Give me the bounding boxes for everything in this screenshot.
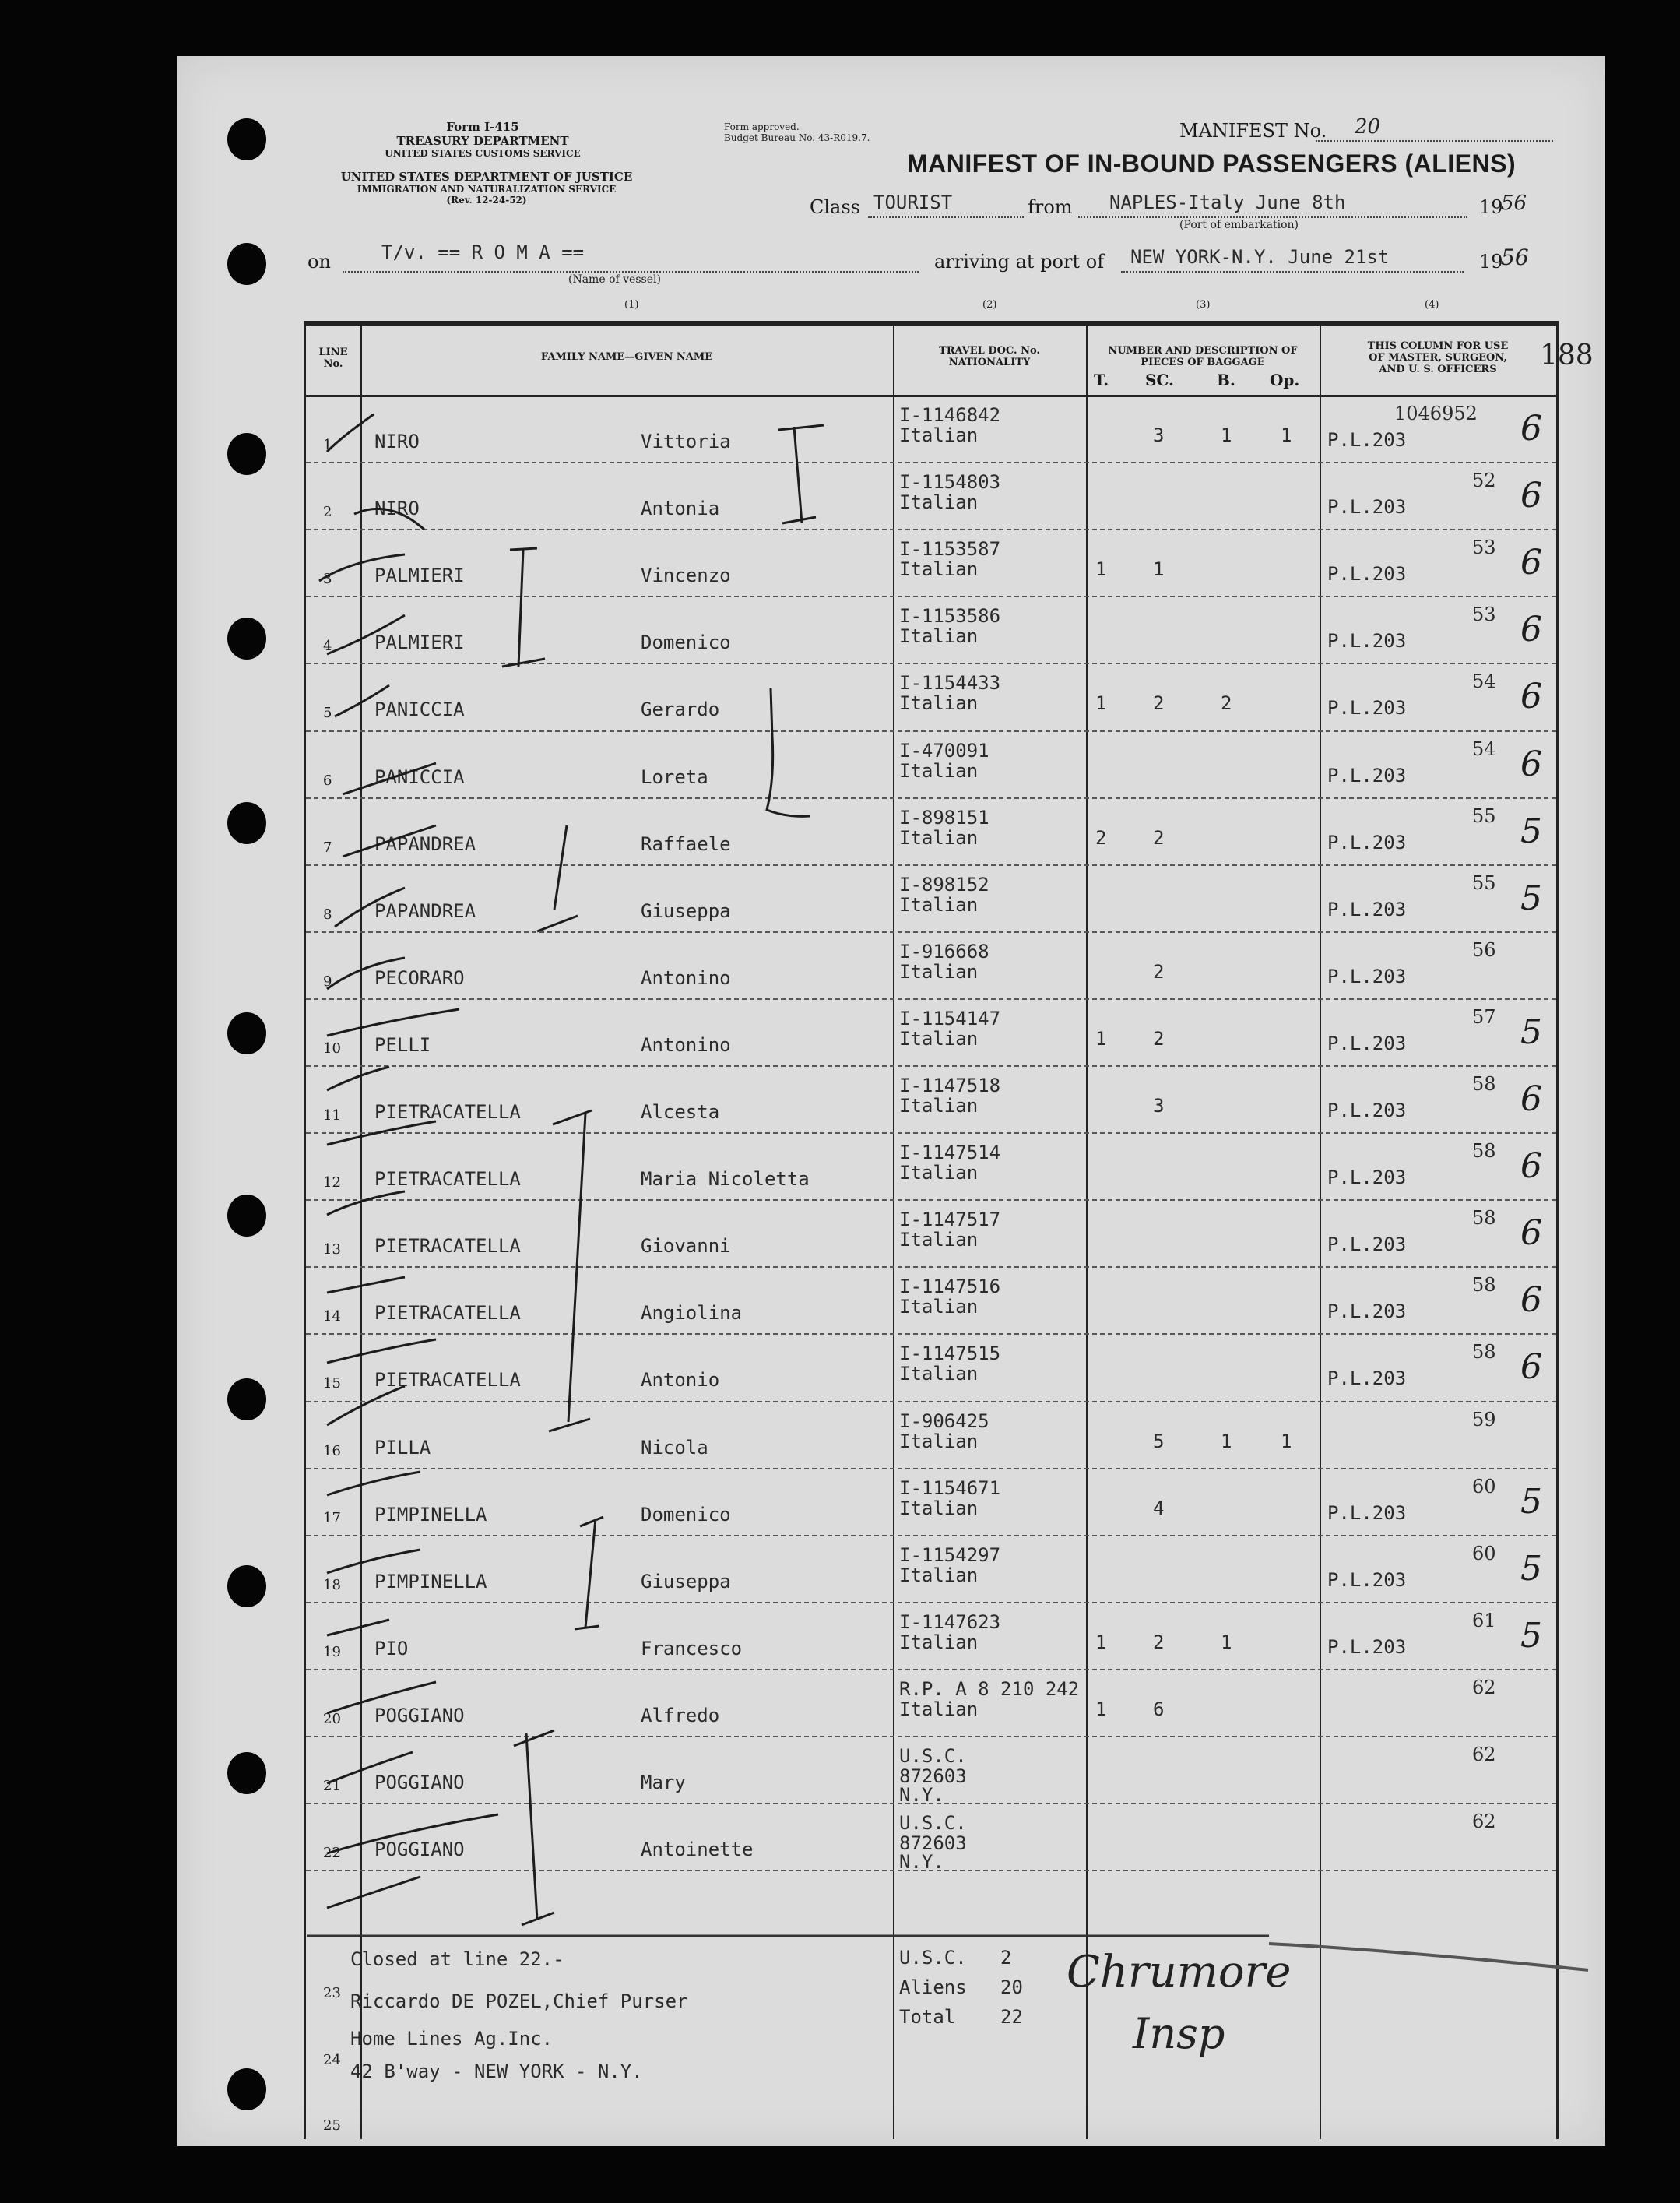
year-value-2: 56 [1501, 245, 1529, 270]
baggage-bags: 1 [1221, 424, 1232, 446]
family-name: PIETRACATELLA [374, 1235, 521, 1258]
officer-mark: 5 [1520, 1615, 1542, 1656]
year-prefix-1: 19 [1479, 196, 1503, 218]
page-number: 188 [1540, 340, 1594, 371]
justice-dept: UNITED STATES DEPARTMENT OF JUSTICE [340, 170, 633, 184]
nationality-extra: N.Y. [899, 1851, 944, 1874]
travel-doc-number: I-898151 [899, 806, 989, 829]
baggage-suitcases: 2 [1153, 826, 1165, 849]
travel-doc-number: I-1154671 [899, 1476, 1001, 1499]
baggage-suitcases: 6 [1153, 1698, 1165, 1720]
travel-doc-number: I-1146842 [899, 404, 1001, 426]
given-name: Vittoria [641, 431, 731, 452]
travel-doc-number: I-1154803 [899, 471, 1001, 494]
officers-header-line: AND U. S. OFFICERS [1379, 364, 1497, 375]
given-name: Maria Nicoletta [641, 1168, 810, 1191]
public-law: P.L.203 [1327, 429, 1407, 451]
given-name: Giovanni [641, 1235, 731, 1258]
officer-mark: 5 [1520, 811, 1542, 851]
baggage-suitcases: 1 [1153, 558, 1165, 581]
officer-serial: 58 [1472, 1073, 1496, 1095]
given-name: Giuseppa [641, 899, 731, 922]
travel-doc-number: I-1147515 [899, 1343, 1001, 1365]
form-number: Form I-415 [446, 120, 519, 134]
officer-serial: 62 [1472, 1744, 1496, 1765]
arriving-label: arriving at port of [934, 251, 1105, 273]
total-label: U.S.C. [899, 1947, 967, 1969]
family-name: PALMIERI [374, 565, 465, 587]
baggage-suitcases: 4 [1153, 1497, 1165, 1519]
inspector-title: Insp [1133, 2009, 1225, 2058]
officer-serial: 55 [1472, 804, 1496, 827]
manifest-no-value: 20 [1355, 115, 1381, 139]
family-name: PALMIERI [374, 632, 465, 654]
officer-serial: 1046952 [1394, 403, 1478, 424]
travel-doc-number: I-1154433 [899, 672, 1001, 695]
closed-at-line: Closed at line 22.- [350, 1948, 564, 1970]
baggage-sub-t: T. [1094, 371, 1109, 389]
nationality: Italian [899, 826, 979, 849]
family-name: PIETRACATELLA [374, 1369, 521, 1392]
officer-serial: 56 [1472, 938, 1496, 961]
nationality: Italian [899, 1363, 979, 1385]
nationality: Italian [899, 1631, 979, 1653]
officer-serial: 58 [1472, 1207, 1496, 1230]
line-number: 25 [323, 2117, 341, 2134]
baggage-sub-b: B. [1217, 371, 1235, 389]
bracket-mark [575, 1517, 603, 1629]
travel-doc-number: I-1154147 [899, 1007, 1001, 1029]
travel-doc-number: U.S.C. [899, 1812, 967, 1835]
public-law: P.L.203 [1327, 1501, 1407, 1524]
baggage-suitcases: 3 [1153, 1095, 1165, 1117]
given-name: Vincenzo [641, 565, 731, 587]
family-name: POGGIANO [374, 1772, 465, 1793]
officers-header-line: OF MASTER, SURGEON, [1369, 352, 1507, 364]
baggage-trunks: 1 [1095, 1631, 1107, 1653]
officer-mark: 6 [1520, 1280, 1542, 1321]
from-label: from [1028, 196, 1073, 218]
public-law: P.L.203 [1327, 1635, 1407, 1658]
officer-serial: 62 [1472, 1676, 1496, 1698]
family-name: PELLI [374, 1033, 431, 1056]
line-number: 14 [323, 1308, 341, 1325]
total-value: 2 [1000, 1947, 1012, 1969]
family-name: PANICCIA [374, 699, 465, 721]
public-law: P.L.203 [1327, 1167, 1407, 1189]
family-name: PILLA [374, 1436, 431, 1459]
public-law: P.L.203 [1327, 1233, 1407, 1256]
public-law: P.L.203 [1327, 563, 1407, 586]
nationality: Italian [899, 1698, 979, 1720]
nationality-header-line: NATIONALITY [948, 357, 1031, 368]
nationality: Italian [899, 692, 979, 715]
baggage-trunks: 1 [1095, 692, 1107, 715]
agent-name: Home Lines Ag.Inc. [350, 2028, 554, 2050]
family-name: PANICCIA [374, 765, 465, 788]
officer-mark: 5 [1520, 878, 1542, 918]
travel-doc-number: I-1147516 [899, 1276, 1001, 1298]
total-value: 20 [1000, 1976, 1023, 1998]
baggage-suitcases: 5 [1153, 1430, 1165, 1452]
officer-serial: 53 [1472, 604, 1496, 626]
line-number: 3 [323, 571, 332, 588]
officer-mark: 5 [1520, 1481, 1542, 1522]
family-name: PAPANDREA [374, 832, 476, 855]
line-number: 17 [323, 1509, 341, 1526]
officer-mark: 6 [1520, 677, 1542, 717]
travel-doc-number: I-1153586 [899, 605, 1001, 628]
officer-serial: 58 [1472, 1341, 1496, 1364]
line-number: 13 [323, 1241, 341, 1258]
family-name: NIRO [374, 498, 420, 520]
officer-mark: 6 [1520, 610, 1542, 650]
officer-serial: 52 [1472, 470, 1496, 492]
travel-doc-number: I-1147517 [899, 1209, 1001, 1231]
officer-serial: 58 [1472, 1140, 1496, 1163]
line-number: 24 [323, 2052, 341, 2068]
column-number-2: (2) [982, 299, 997, 311]
bracket-mark [549, 1110, 592, 1431]
travel-doc-number: I-1153587 [899, 538, 1001, 561]
given-name: Mary [641, 1772, 686, 1793]
baggage-suitcases: 2 [1153, 1631, 1165, 1653]
nationality: Italian [899, 1095, 979, 1117]
baggage-bags: 2 [1221, 692, 1232, 715]
baggage-trunks: 1 [1095, 1698, 1107, 1720]
baggage-sub-op: Op. [1270, 371, 1300, 389]
baggage-bags: 1 [1221, 1631, 1232, 1653]
bracket-mark [514, 1730, 554, 1925]
officer-mark: 6 [1520, 543, 1542, 583]
public-law: P.L.203 [1327, 1100, 1407, 1121]
bracket-mark [767, 688, 810, 816]
travel-doc-number: I-898152 [899, 873, 989, 896]
given-name: Domenico [641, 1503, 731, 1526]
given-name: Loreta [641, 765, 708, 788]
travel-doc-number: I-906425 [899, 1409, 989, 1432]
public-law: P.L.203 [1327, 1367, 1407, 1390]
line-number: 5 [323, 705, 332, 722]
line-number: 7 [323, 839, 332, 856]
nationality: Italian [899, 1564, 979, 1586]
total-label: Total [899, 2006, 956, 2028]
given-name: Antoinette [641, 1839, 754, 1861]
column-number-4: (4) [1425, 299, 1439, 311]
line-number: 18 [323, 1576, 341, 1593]
baggage-header-line: NUMBER AND DESCRIPTION OF [1108, 345, 1298, 357]
class-value: TOURIST [873, 192, 953, 213]
family-name: PAPANDREA [374, 899, 476, 922]
given-name: Francesco [641, 1637, 743, 1659]
baggage-suitcases: 2 [1153, 960, 1165, 983]
officer-serial: 55 [1472, 871, 1496, 894]
family-name: PIMPINELLA [374, 1503, 487, 1526]
given-name: Gerardo [641, 699, 720, 721]
line-number: 19 [323, 1643, 341, 1660]
line-number: 10 [323, 1040, 341, 1057]
line-number: 20 [323, 1710, 341, 1727]
nationality: Italian [899, 1229, 979, 1251]
officer-serial: 62 [1472, 1811, 1496, 1833]
total-label: Aliens [899, 1976, 967, 1998]
line-number: 16 [323, 1442, 341, 1459]
officer-mark: 6 [1520, 1213, 1542, 1254]
arriving-value: NEW YORK-N.Y. June 21st [1130, 246, 1390, 268]
officer-mark: 6 [1520, 1347, 1542, 1388]
travel-doc-number: I-1154297 [899, 1543, 1001, 1566]
family-name: POGGIANO [374, 1704, 465, 1726]
baggage-other: 1 [1281, 1430, 1292, 1452]
baggage-trunks: 2 [1095, 826, 1107, 849]
family-name: PIO [374, 1637, 409, 1659]
name-header: FAMILY NAME—GIVEN NAME [540, 351, 713, 363]
public-law: P.L.203 [1327, 496, 1407, 519]
manifest-title: MANIFEST OF IN-BOUND PASSENGERS (ALIENS) [907, 150, 1517, 178]
officer-serial: 54 [1472, 670, 1496, 693]
officer-serial: 54 [1472, 737, 1496, 760]
form-revision: (Rev. 12-24-52) [446, 195, 527, 206]
nationality: Italian [899, 1430, 979, 1452]
officer-serial: 58 [1472, 1274, 1496, 1297]
manifest-no-label: MANIFEST No. [1179, 120, 1327, 142]
officer-mark: 6 [1520, 476, 1542, 516]
line-number: 9 [323, 973, 332, 990]
bracket-mark [794, 427, 802, 523]
officer-mark: 6 [1520, 1079, 1542, 1119]
customs-service: UNITED STATES CUSTOMS SERVICE [385, 148, 581, 159]
line-number: 15 [323, 1375, 341, 1392]
travel-doc-number: I-1147514 [899, 1142, 1001, 1164]
officers-header-line: THIS COLUMN FOR USE [1367, 340, 1509, 352]
year-prefix-2: 19 [1479, 251, 1503, 273]
approval-line: Form approved. [724, 121, 800, 132]
year-value-1: 56 [1501, 192, 1527, 215]
budget-bureau-line: Budget Bureau No. 43-R019.7. [724, 132, 870, 143]
officer-serial: 57 [1472, 1005, 1496, 1028]
baggage-header-line: PIECES OF BAGGAGE [1141, 357, 1265, 368]
travel-doc-header-line: TRAVEL DOC. No. [939, 345, 1040, 357]
officer-mark: 6 [1520, 409, 1542, 449]
officer-mark: 5 [1520, 1548, 1542, 1589]
travel-doc-number: I-470091 [899, 739, 989, 762]
officer-serial: 60 [1472, 1475, 1496, 1497]
line-number: 12 [323, 1174, 341, 1191]
family-name: PIETRACATELLA [374, 1101, 521, 1123]
nationality: Italian [899, 1296, 979, 1318]
line-number: 8 [323, 906, 332, 923]
officer-mark: 5 [1520, 1012, 1542, 1052]
class-label: Class [810, 196, 860, 218]
line-number: 6 [323, 772, 332, 789]
inspector-signature: Chrumore [1067, 1947, 1292, 1997]
nationality: Italian [899, 1027, 979, 1050]
line-number: 22 [323, 1845, 341, 1862]
given-name: Antonio [641, 1369, 720, 1392]
given-name: Domenico [641, 632, 731, 654]
vessel-caption: (Name of vessel) [568, 273, 661, 286]
officer-serial: 60 [1472, 1542, 1496, 1564]
nationality: Italian [899, 558, 979, 581]
from-value: NAPLES-Italy June 8th [1109, 192, 1346, 213]
vessel-value: T/v. == R O M A == [381, 241, 585, 263]
nationality-extra: N.Y. [899, 1784, 944, 1806]
nationality: Italian [899, 893, 979, 916]
line-number: 11 [323, 1107, 341, 1124]
nationality: Italian [899, 625, 979, 648]
line-number: 23 [323, 1985, 341, 2001]
given-name: Antonino [641, 1033, 731, 1056]
check-marks [319, 414, 498, 1908]
family-name: PECORARO [374, 966, 465, 989]
family-name: PIETRACATELLA [374, 1302, 521, 1325]
line-number: 4 [323, 638, 332, 655]
officer-mark: 6 [1520, 1146, 1542, 1187]
public-law: P.L.203 [1327, 630, 1407, 653]
public-law: P.L.203 [1327, 965, 1407, 987]
public-law: P.L.203 [1327, 764, 1407, 787]
public-law: P.L.203 [1327, 1300, 1407, 1323]
ins-service: IMMIGRATION AND NATURALIZATION SERVICE [357, 184, 617, 195]
nationality: Italian [899, 960, 979, 983]
nationality: 872603 [899, 1832, 967, 1855]
nationality: Italian [899, 1497, 979, 1519]
travel-doc-number: R.P. A 8 210 242 [899, 1677, 1080, 1700]
baggage-bags: 1 [1221, 1430, 1232, 1452]
treasury-dept: TREASURY DEPARTMENT [396, 134, 569, 148]
agent-address: 42 B'way - NEW YORK - N.Y. [350, 2060, 643, 2082]
given-name: Nicola [641, 1436, 708, 1459]
family-name: PIETRACATELLA [374, 1168, 521, 1191]
baggage-other: 1 [1281, 424, 1292, 446]
baggage-trunks: 1 [1095, 558, 1107, 581]
officer-serial: 53 [1472, 537, 1496, 559]
given-name: Antonia [641, 498, 720, 520]
baggage-suitcases: 2 [1153, 1027, 1165, 1050]
family-name: POGGIANO [374, 1839, 465, 1861]
total-value: 22 [1000, 2006, 1023, 2028]
on-label: on [308, 251, 331, 273]
line-number: 21 [323, 1778, 341, 1794]
travel-doc-number: I-1147518 [899, 1075, 1001, 1096]
family-name: NIRO [374, 431, 420, 452]
line-number: 2 [323, 504, 332, 521]
given-name: Alfredo [641, 1704, 720, 1726]
public-law: P.L.203 [1327, 1568, 1407, 1591]
column-number-3: (3) [1196, 299, 1211, 311]
bracket-mark [537, 825, 578, 931]
given-name: Raffaele [641, 832, 731, 855]
public-law: P.L.203 [1327, 697, 1407, 720]
given-name: Antonino [641, 966, 731, 989]
nationality: 872603 [899, 1765, 967, 1787]
baggage-sub-sc: SC. [1145, 371, 1174, 389]
column-number-1: (1) [624, 299, 639, 311]
given-name: Alcesta [641, 1101, 720, 1123]
family-name: PIMPINELLA [374, 1570, 487, 1592]
port-embark-caption: (Port of embarkation) [1179, 219, 1299, 231]
public-law: P.L.203 [1327, 1032, 1407, 1054]
nationality: Italian [899, 424, 979, 446]
baggage-suitcases: 2 [1153, 692, 1165, 715]
nationality: Italian [899, 759, 979, 782]
nationality: Italian [899, 1162, 979, 1184]
line-no-header: LINE No. [318, 347, 348, 370]
travel-doc-number: I-916668 [899, 940, 989, 962]
travel-doc-number: I-1147623 [899, 1610, 1001, 1633]
officer-serial: 61 [1472, 1609, 1496, 1631]
closing-rule [1269, 1944, 1588, 1970]
chief-purser: Riccardo DE POZEL,Chief Purser [350, 1990, 688, 2012]
baggage-trunks: 1 [1095, 1027, 1107, 1050]
officer-serial: 59 [1472, 1408, 1496, 1431]
nationality: Italian [899, 491, 979, 514]
given-name: Giuseppa [641, 1570, 731, 1592]
line-number: 1 [323, 437, 332, 453]
officer-mark: 6 [1520, 744, 1542, 784]
travel-doc-number: U.S.C. [899, 1745, 967, 1767]
given-name: Angiolina [641, 1302, 743, 1325]
baggage-suitcases: 3 [1153, 424, 1165, 446]
public-law: P.L.203 [1327, 831, 1407, 853]
public-law: P.L.203 [1327, 898, 1407, 920]
bracket-mark [502, 548, 545, 667]
